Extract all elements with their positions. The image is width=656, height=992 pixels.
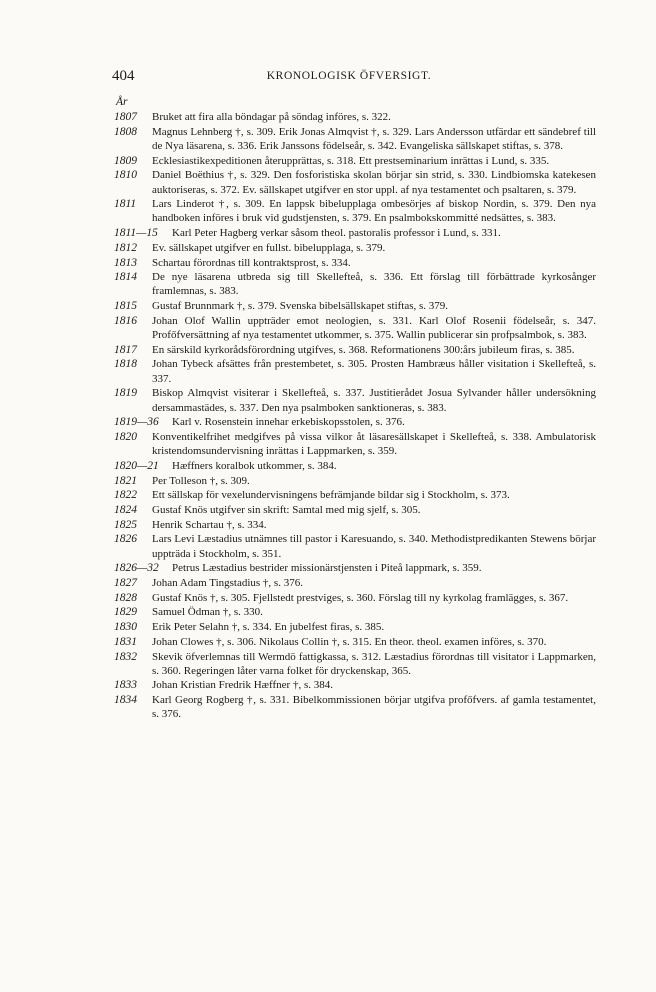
chronology-entry [114, 110, 596, 124]
chronology-entry [114, 518, 596, 532]
entry-text: Johan Tybeck afsättes från prestembetet, s. 305. Prosten Hambræus håller visitation i Skellefteå, s. 337. [152, 358, 596, 385]
entry-year: 1811—15 [114, 227, 158, 240]
entry-year: 1819 [114, 387, 137, 400]
entry-text: Daniel Boëthius †, s. 329. Den fosforistiska skolan börjar sin strid, s. 330. Lindbiomska katekesen auktoriseras, s. 372. Ev. sällskapet utgifver en stor uppl. af nya testamentet och psaltaren, s. 379. [152, 169, 596, 196]
entry-text: Karl Peter Hagberg verkar såsom theol. pastoralis professor i Lund, s. 331. [172, 227, 501, 240]
chronology-entry [114, 386, 596, 414]
entry-text: Ev. sällskapet utgifver en fullst. bibelupplaga, s. 379. [152, 241, 386, 254]
running-head: KRONOLOGISK ÖFVERSIGT. [266, 70, 432, 82]
entry-text: Magnus Lehnberg †, s. 309. Erik Jonas Almqvist †, s. 329. Lars Andersson utfärdar ett sändebref till de Nya läsarena, s. 336. Erik Janssons födelseår, s. 342. Evangeliska sällskapet stiftas, s. 378. [152, 125, 596, 152]
chronology-entry [114, 532, 596, 560]
entry-text: Samuel Ödman †, s. 330. [152, 606, 263, 619]
chronology-entry [114, 576, 596, 590]
entry-year: 1816 [114, 314, 137, 327]
entry-text: Gustaf Knös utgifver sin skrift: Samtal med mig sjelf, s. 305. [152, 503, 421, 516]
entry-year: 1827 [114, 577, 137, 589]
entry-year: 1831 [114, 635, 137, 648]
chronology-entry [114, 197, 596, 225]
chronology-entry [114, 605, 596, 619]
entry-text: Johan Clowes †, s. 306. Nikolaus Collin †, s. 315. En theor. theol. examen införes, s. 370. [152, 635, 547, 648]
entry-text: Bruket att fira alla böndagar på söndag införes, s. 322. [152, 111, 391, 123]
entry-text: Karl v. Rosenstein innehar erkebiskopsstolen, s. 376. [172, 416, 405, 429]
entry-year: 1832 [114, 650, 137, 663]
entry-text: Per Tolleson †, s. 309. [152, 474, 250, 487]
page-header [112, 68, 586, 88]
chronology-entry [114, 474, 596, 488]
entry-text: En särskild kyrkorådsförordning utgifves, s. 368. Reformationens 300:års jubileum firas, s. 385. [152, 343, 575, 356]
entry-text: Johan Olof Wallin uppträder emot neologien, s. 331. Karl Olof Rosenii födelseår, s. 347. Profőfversättning af nya testamentet utkommer, s. 375. Wallin publicerar sin profpsalmbok, s. 383. [152, 314, 596, 342]
entry-year: 1820—21 [114, 459, 159, 472]
entry-text: Karl Georg Rogberg †, s. 331. Bibelkommissionen börjar utgifva profőfvers. af gamla testamentet, s. 376. [152, 694, 596, 721]
entry-text: Ett sällskap för vexelundervisningens befrämjande bildar sig i Stockholm, s. 373. [152, 489, 510, 502]
entry-text: Konventikelfrihet medgifves på vissa vilkor åt läsaresällskapet i Skellefteå, s. 338. Ambulatorisk kristendomsundervisning inrättas i Lappmarken, s. 359. [152, 430, 596, 458]
chronology-entry [114, 591, 596, 605]
entry-year: 1807 [114, 111, 137, 123]
entry-text: Lars Linderot †, s. 309. En lappsk bibelupplaga ombesörjes af biskop Nordin, s. 379. Den nya handboken införes i bruk vid gudstjensten, s. 379. En psalmbokskommitté nedsättes, s. 383. [152, 198, 596, 225]
entry-text: Ecklesiastikexpeditionen återupprättas, s. 318. Ett prestseminarium inrättas i Lund, s. 335. [152, 154, 550, 167]
entry-year: 1834 [114, 694, 137, 707]
chronology-entry [114, 503, 596, 517]
entry-text: Johan Kristian Fredrik Hæffner †, s. 384. [152, 679, 333, 692]
entry-text: Petrus Læstadius bestrider missionärstjensten i Piteå lappmark, s. 359. [172, 562, 482, 575]
entry-year: 1818 [114, 358, 137, 371]
entry-year: 1815 [114, 300, 137, 313]
page-number: 404 [112, 68, 135, 84]
chronology-entry [114, 678, 596, 692]
entry-text: De nye läsarena utbreda sig till Skellefteå, s. 336. Ett förslag till förbättrade kyrkosånger framlemnas, s. 383. [152, 271, 596, 298]
entry-year: 1809 [114, 154, 137, 167]
chronology-entry [114, 459, 596, 473]
entry-text: Gustaf Brunnmark †, s. 379. Svenska bibelsällskapet stiftas, s. 379. [152, 300, 449, 313]
chronology-entry [114, 125, 596, 153]
chronology-entry [114, 168, 596, 196]
chronology-entry [114, 693, 596, 721]
chronology-entry [114, 635, 596, 649]
chronology-entry [114, 488, 596, 502]
entry-text: Schartau förordnas till kontraktsprost, s. 334. [152, 256, 351, 269]
entry-year: 1821 [114, 474, 137, 487]
entry-text: Hæffners koralbok utkommer, s. 384. [172, 459, 337, 472]
entry-year: 1811 [114, 198, 137, 211]
chronology-list [114, 110, 596, 722]
entry-year: 1828 [114, 591, 137, 604]
entry-year: 1808 [114, 125, 137, 138]
entry-year: 1813 [114, 256, 137, 269]
entry-year: 1810 [114, 169, 137, 182]
entry-year: 1820 [114, 430, 137, 443]
entry-year: 1819—36 [114, 416, 159, 429]
entry-text: Johan Adam Tingstadius †, s. 376. [152, 577, 303, 589]
entry-text: Gustaf Knös †, s. 305. Fjellstedt prestviges, s. 360. Förslag till ny kyrkolag framlägges, s. 367. [152, 591, 569, 604]
year-column-label: År [116, 96, 128, 108]
entry-text: Skevik öfverlemnas till Wermdö fattigkassa, s. 312. Læstadius förordnas till visitator i Lappmarken, s. 360. Regeringen låter varna folket för dryckenskap, 365. [152, 650, 596, 677]
entry-year: 1824 [114, 503, 137, 516]
chronology-entry [114, 650, 596, 678]
chronology-entry [114, 154, 596, 168]
entry-year: 1817 [114, 343, 137, 356]
entry-text: Lars Levi Læstadius utnämnes till pastor i Karesuando, s. 340. Methodistpredikanten Stewens börjar uppträda i Stockholm, s. 351. [152, 533, 596, 560]
chronology-entry [114, 415, 596, 429]
entry-text: Erik Peter Selahn †, s. 334. En jubelfest firas, s. 385. [152, 621, 385, 634]
chronology-entry [114, 270, 596, 298]
entry-year: 1829 [114, 606, 137, 619]
chronology-entry [114, 357, 596, 385]
chronology-entry [114, 620, 596, 634]
entry-text: Biskop Almqvist visiterar i Skellefteå, s. 337. Justitierådet Josua Sylvander håller undersökning dersammastädes, s. 337. Den nya psalmboken sanktioneras, s. 383. [152, 387, 596, 414]
entry-year: 1830 [114, 621, 137, 634]
chronology-entry [114, 314, 596, 342]
entry-year: 1812 [114, 241, 137, 254]
chronology-entry [114, 226, 596, 240]
chronology-entry [114, 256, 596, 270]
entry-text: Henrik Schartau †, s. 334. [152, 518, 267, 531]
chronology-entry [114, 343, 596, 357]
entry-year: 1825 [114, 518, 137, 531]
entry-year: 1833 [114, 679, 137, 692]
chronology-entry [114, 561, 596, 575]
chronology-entry [114, 299, 596, 313]
chronology-entry [114, 430, 596, 458]
chronology-entry [114, 241, 596, 255]
entry-year: 1822 [114, 489, 137, 502]
entry-year: 1826 [114, 533, 137, 546]
entry-year: 1826—32 [114, 562, 159, 575]
entry-year: 1814 [114, 271, 137, 284]
